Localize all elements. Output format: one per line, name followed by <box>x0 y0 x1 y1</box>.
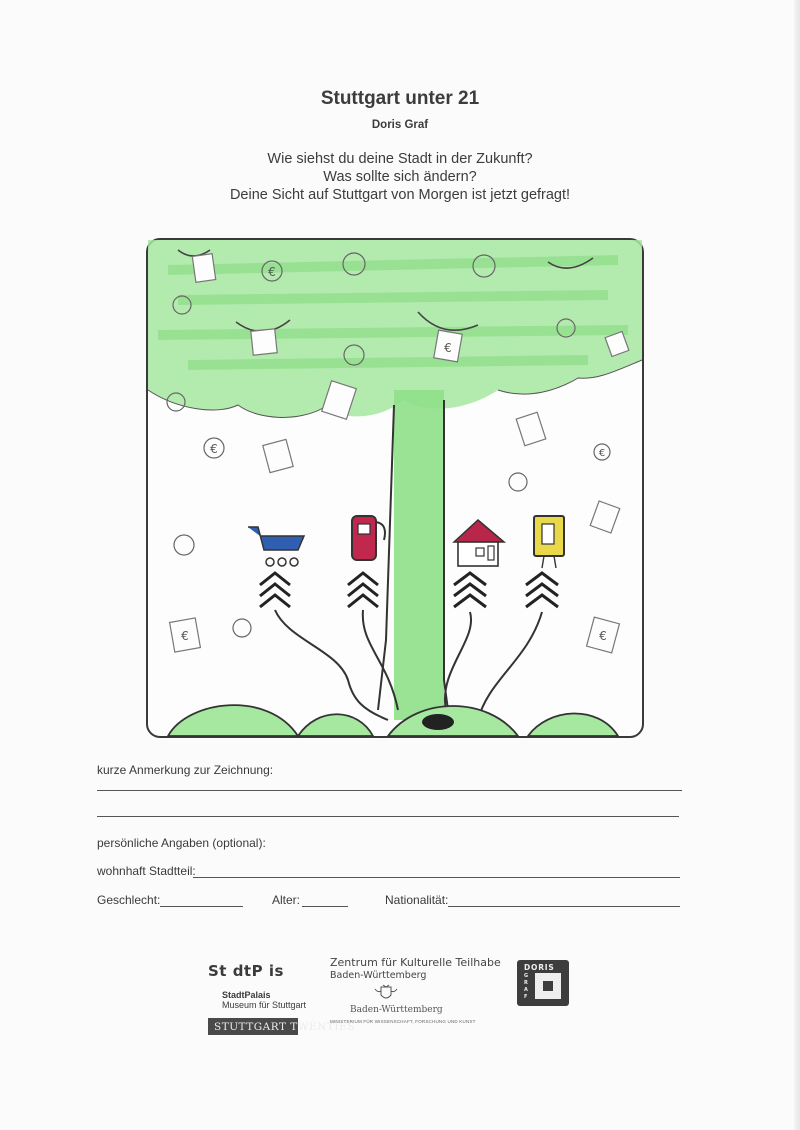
dg-letter: F <box>524 994 528 1000</box>
dg-letter: R <box>524 980 528 986</box>
question-line-1: Wie siehst du deine Stadt in der Zukunft? <box>267 151 533 167</box>
shopping-cart-icon <box>248 527 304 566</box>
zkt-subtitle: Baden-Württemberg <box>330 970 427 981</box>
stuttgart-twenties-logo: STUTTGART TWENTIES <box>208 1018 298 1035</box>
age-field[interactable] <box>302 906 348 907</box>
stadtpalais-logo <box>208 962 284 980</box>
stadtpalais-subtitle: Museum für Stuttgart <box>222 1000 307 1010</box>
euro-symbol: € <box>599 629 607 643</box>
house-icon <box>454 520 504 566</box>
gas-pump-icon <box>352 516 385 560</box>
euro-symbol: € <box>210 442 218 456</box>
gender-field[interactable] <box>160 906 243 907</box>
district-label: wohnhaft Stadtteil: <box>97 864 196 878</box>
note-line-2[interactable] <box>97 816 679 817</box>
drawing-frame <box>146 238 644 738</box>
nationality-field[interactable] <box>448 906 680 907</box>
nationality-label: Nationalität: <box>385 893 449 907</box>
smartphone-icon <box>534 516 564 568</box>
doris-graf-logo <box>517 960 569 1006</box>
author-name: Doris Graf <box>371 119 429 131</box>
stadtpalais-name: StadtPalais <box>222 990 271 1000</box>
gender-label: Geschlecht: <box>97 893 161 907</box>
note-label: kurze Anmerkung zur Zeichnung: <box>97 763 274 777</box>
bw-label: Baden-Württemberg <box>350 1005 443 1015</box>
euro-symbol: € <box>181 629 189 643</box>
note-line-1[interactable] <box>97 790 682 791</box>
dg-square-icon <box>535 973 561 999</box>
question-line-3: Deine Sicht auf Stuttgart von Morgen ist jetzt gefragt! <box>229 187 571 203</box>
tree-drawing <box>148 240 642 736</box>
zkt-title: Zentrum für Kulturelle Teilhabe <box>330 956 501 969</box>
dg-name: DORIS <box>524 963 555 972</box>
question-line-2: Was sollte sich ändern? <box>323 169 477 185</box>
bw-ministry: MINISTERIUM FÜR WISSENSCHAFT, FORSCHUNG UND KUNST <box>330 1019 476 1024</box>
tree-trunk <box>378 390 448 720</box>
euro-symbol: € <box>444 341 452 355</box>
dg-letter: A <box>524 987 528 993</box>
stadtpalais-wordmark: St dtP is <box>208 962 284 980</box>
page-title: Stuttgart unter 21 <box>320 88 480 109</box>
ground-hills <box>168 705 618 736</box>
dg-letter: G <box>524 973 529 979</box>
personal-info-label: persönliche Angaben (optional): <box>97 836 266 850</box>
age-label: Alter: <box>272 893 301 907</box>
euro-symbol: € <box>268 265 276 279</box>
euro-symbol: € <box>598 448 606 459</box>
district-field[interactable] <box>193 877 680 878</box>
